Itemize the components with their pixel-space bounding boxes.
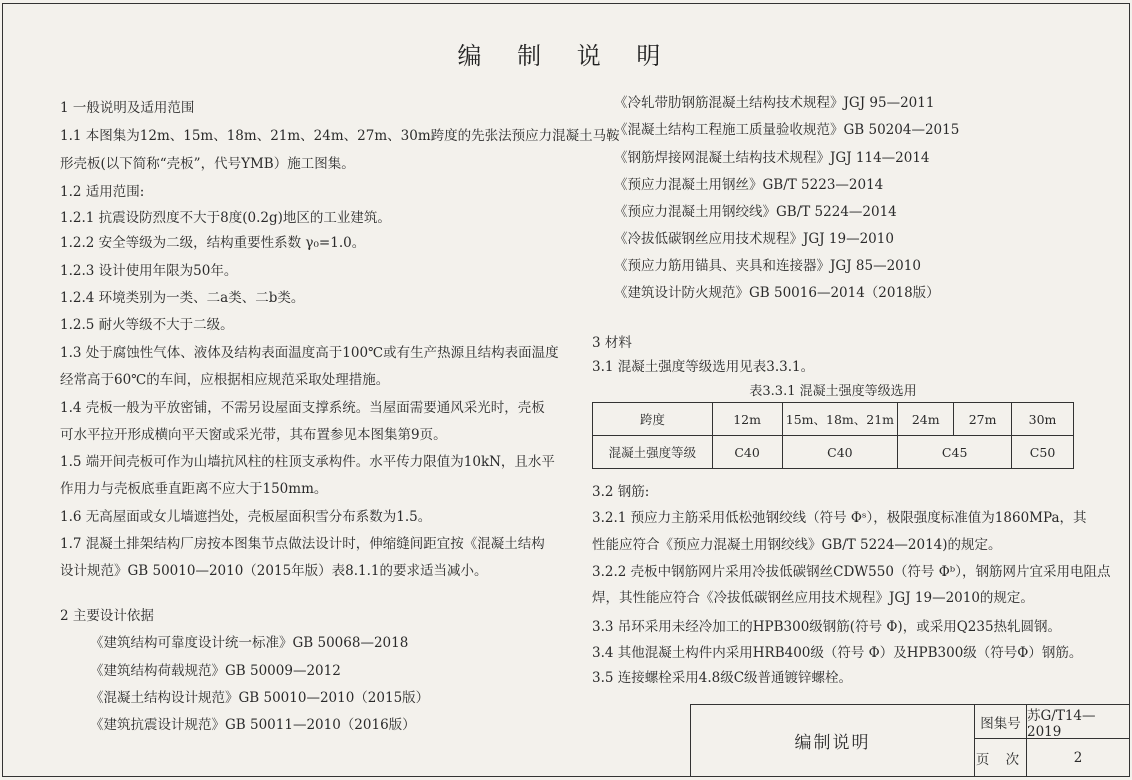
title-block-name: 编制说明 — [691, 705, 975, 776]
page-title: 编 制 说 明 — [457, 42, 675, 70]
right-line-16: 3.3 吊环采用未经冷加工的HPB300级钢筋(符号 Φ)，或采用Q235热轧圆钢。 — [592, 619, 1062, 635]
span-cell: 12m — [712, 403, 782, 436]
left-line-19: 2 主要设计依据 — [60, 608, 154, 624]
span-cell: 27m — [954, 403, 1012, 436]
right-line-14: 3.2.2 壳板中钢筋网片采用冷拔低碳钢丝CDW550（符号 Φᵇ），钢筋网片宜采用电阻点 — [592, 564, 1111, 580]
right-line-18: 3.5 连接螺栓采用4.8级C级普通镀锌螺栓。 — [592, 670, 853, 686]
grade-cell: C50 — [1012, 436, 1074, 469]
left-line-17: 1.7 混凝土排架结构厂房按本图集节点做法设计时，伸缩缝间距宜按《混凝土结构 — [60, 536, 545, 552]
right-line-8: 《建筑设计防火规范》GB 50016—2014（2018版） — [614, 285, 940, 301]
left-line-6: 1.2.2 安全等级为二级，结构重要性系数 γ₀=1.0。 — [60, 235, 366, 251]
concrete-grade-table — [592, 402, 1074, 469]
span-cell: 30m — [1012, 403, 1074, 436]
table-row — [593, 403, 1074, 436]
grade-cell: C45 — [898, 436, 1012, 469]
left-line-5: 1.2.1 抗震设防烈度不大于8度(0.2g)地区的工业建筑。 — [60, 210, 391, 226]
right-line-6: 《冷拔低碳钢丝应用技术规程》JGJ 19—2010 — [614, 231, 894, 247]
left-line-7: 1.2.3 设计使用年限为50年。 — [60, 263, 238, 279]
left-line-15: 作用力与壳板底垂直距离不应大于150mm。 — [60, 481, 328, 497]
right-line-1: 《冷轧带肋钢筋混凝土结构技术规程》JGJ 95—2011 — [614, 95, 935, 111]
page-value: 2 — [1073, 749, 1083, 766]
left-line-3: 形壳板(以下简称“壳板”，代号YMB）施工图集。 — [60, 156, 355, 172]
right-line-2: 《混凝土结构工程施工质量验收规范》GB 50204—2015 — [614, 122, 960, 138]
right-line-10: 3.1 混凝土强度等级选用见表3.3.1。 — [592, 359, 815, 375]
grade-cell: C40 — [782, 436, 898, 469]
span-cell: 15m、18m、21m — [782, 403, 898, 436]
left-line-2: 1.1 本图集为12m、15m、18m、21m、24m、27m、30m跨度的先张法预应力混凝土马鞍 — [60, 128, 620, 144]
left-line-21: 《建筑结构荷载规范》GB 50009—2012 — [90, 663, 341, 679]
right-line-13: 性能应符合《预应力混凝土用钢绞线》GB/T 5224—2014)的规定。 — [592, 537, 1002, 553]
right-line-3: 《钢筋焊接网混凝土结构技术规程》JGJ 114—2014 — [614, 150, 930, 166]
right-line-17: 3.4 其他混凝土构件内采用HRB400级（符号 Φ）及HPB300级（符号Φ）钢筋。 — [592, 645, 1083, 661]
grade-cell: C40 — [712, 436, 782, 469]
right-line-9: 3 材料 — [592, 335, 632, 351]
grade-row-label: 混凝土强度等级 — [593, 436, 713, 469]
table-row — [593, 436, 1074, 469]
page-label: 页 次 — [975, 739, 1027, 776]
left-line-8: 1.2.4 环境类别为一类、二a类、二b类。 — [60, 290, 305, 306]
right-line-15: 焊，其性能应符合《冷拔低碳钢丝应用技术规程》JGJ 19—2010的规定。 — [592, 590, 1034, 606]
left-line-16: 1.6 无高屋面或女儿墙遮挡处，壳板屋面积雪分布系数为1.5。 — [60, 509, 432, 525]
right-line-4: 《预应力混凝土用钢丝》GB/T 5223—2014 — [614, 177, 884, 193]
left-line-14: 1.5 端开间壳板可作为山墙抗风柱的柱顶支承构件。水平传力限值为10kN，且水平 — [60, 454, 555, 470]
left-line-4: 1.2 适用范围: — [60, 184, 145, 200]
table-caption: 表3.3.1 混凝土强度等级选用 — [749, 384, 917, 399]
left-line-22: 《混凝土结构设计规范》GB 50010—2010（2015版） — [90, 690, 430, 706]
right-line-5: 《预应力混凝土用钢绞线》GB/T 5224—2014 — [614, 204, 897, 220]
left-line-9: 1.2.5 耐火等级不大于二级。 — [60, 317, 234, 333]
right-line-12: 3.2.1 预应力主筋采用低松弛钢绞线（符号 Φˢ），极限强度标准值为1860MPa，其 — [592, 510, 1087, 526]
left-line-13: 可水平拉开形成横向平天窗或采光带，其布置参见本图集第9页。 — [60, 427, 447, 443]
left-line-11: 经常高于60℃的车间，应根据相应规范采取处理措施。 — [60, 372, 390, 388]
left-line-18: 设计规范》GB 50010—2010（2015年版）表8.1.1的要求适当减小。 — [60, 563, 488, 579]
span-cell: 24m — [898, 403, 954, 436]
left-line-1: 1 一般说明及适用范围 — [60, 100, 195, 116]
left-line-23: 《建筑抗震设计规范》GB 50011—2010（2016版） — [90, 717, 416, 733]
span-row-label: 跨度 — [593, 403, 713, 436]
atlas-label: 图集号 — [975, 705, 1027, 739]
atlas-value: 苏G/T14—2019 — [1027, 705, 1129, 739]
left-line-10: 1.3 处于腐蚀性气体、液体及结构表面温度高于100℃或有生产热源且结构表面温度 — [60, 345, 559, 361]
title-block — [690, 704, 1130, 777]
right-line-7: 《预应力筋用锚具、夹具和连接器》JGJ 85—2010 — [614, 258, 921, 274]
left-line-20: 《建筑结构可靠度设计统一标准》GB 50068—2018 — [90, 635, 409, 651]
left-line-12: 1.4 壳板一般为平放密铺，不需另设屋面支撑系统。当屋面需要通风采光时，壳板 — [60, 400, 545, 416]
right-line-11: 3.2 钢筋: — [592, 484, 650, 500]
